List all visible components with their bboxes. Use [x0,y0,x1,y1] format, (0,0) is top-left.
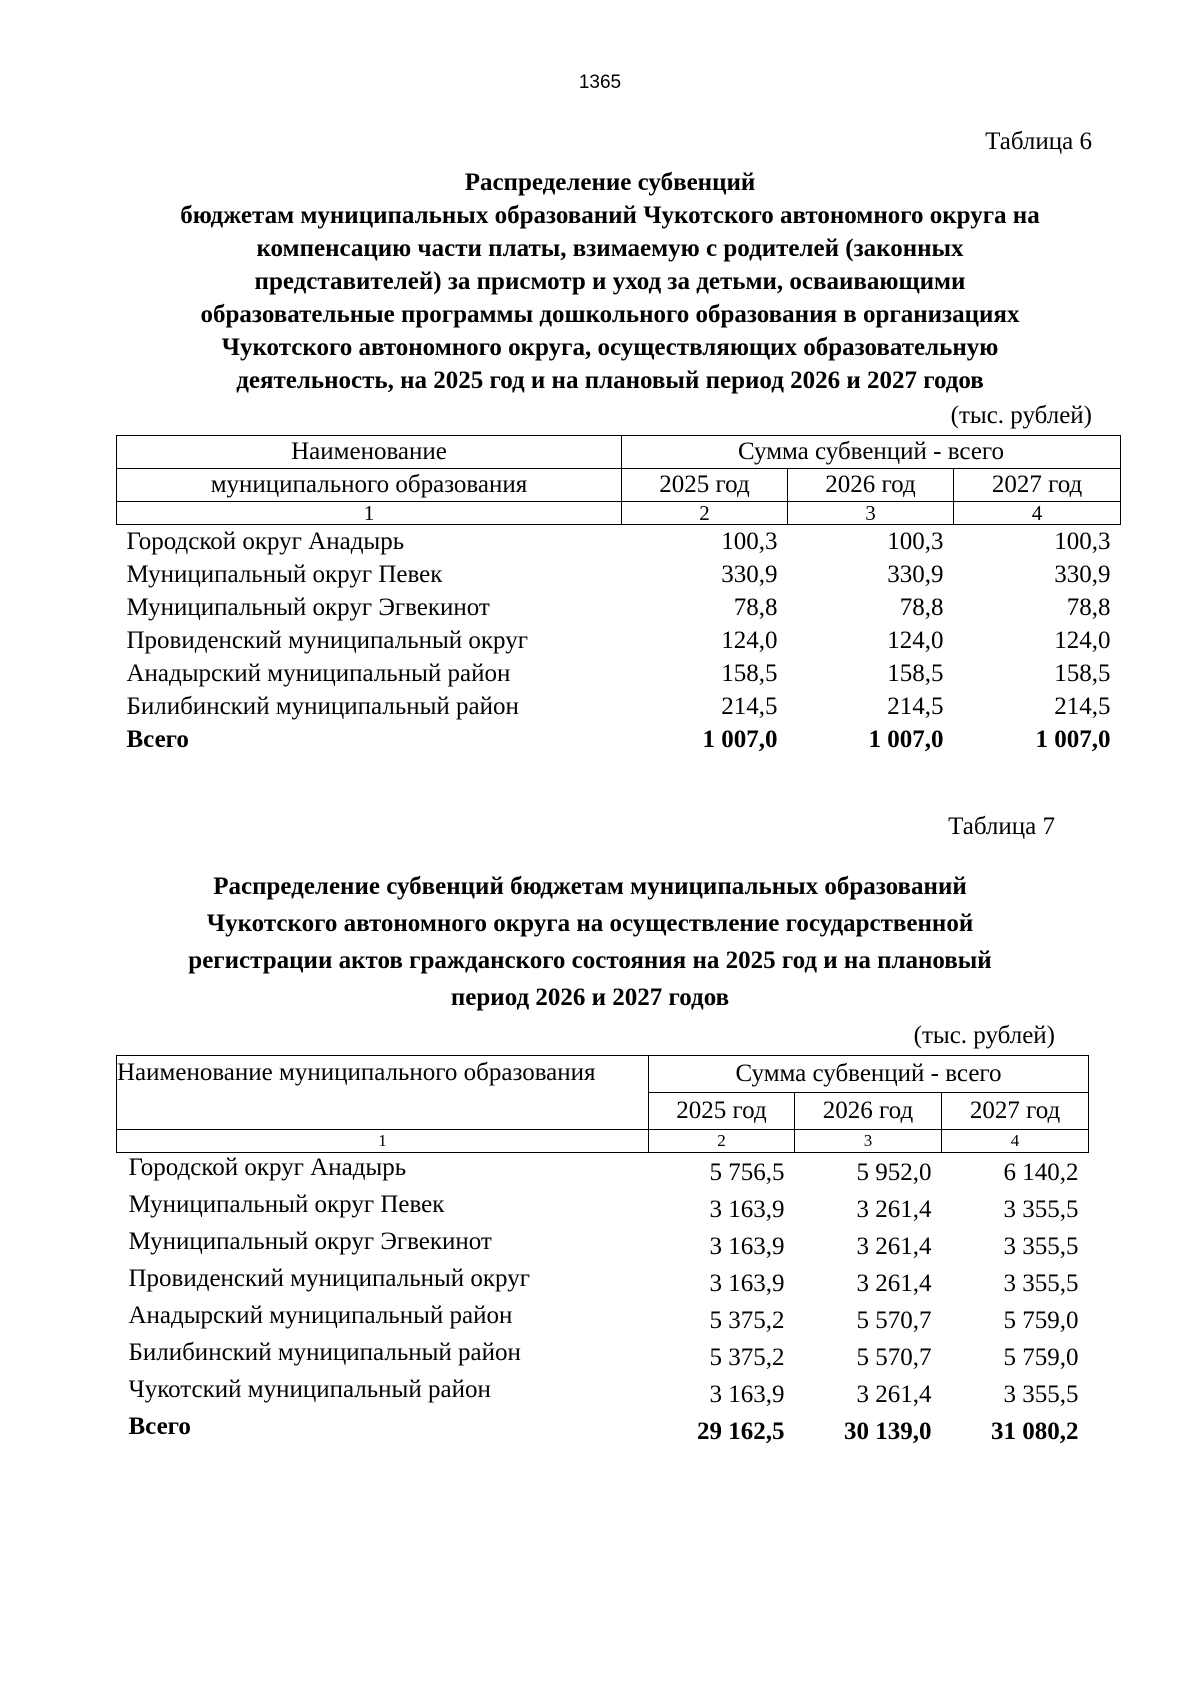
total-value: 31 080,2 [991,1418,1079,1445]
table6-title-line: Чукотского автономного округа, осуществляющих образовательную [221,334,999,361]
table6-title-line: образовательные программы дошкольного образования в организациях [200,301,1020,328]
row-value: 3 355,5 [1003,1270,1079,1297]
table7-title-line: регистрации актов гражданского состояния на 2025 год и на плановый [188,947,992,974]
table6-column-numbers [117,502,1121,525]
row-value: 214,5 [1054,693,1111,720]
table-row [117,690,1121,723]
table7-column-numbers [117,1130,1089,1153]
row-value: 330,9 [1054,561,1111,588]
table7-title-line: Чукотского автономного округа на осуществление государственной [206,910,974,937]
row-value: 100,3 [721,528,778,555]
table7-header-year: 2026 год [795,1093,942,1130]
table-row [117,624,1121,657]
row-value: 3 355,5 [1003,1381,1079,1408]
table6-title-line: представителей) за присмотр и уход за детьми, осваивающими [254,268,966,295]
total-value: 1 007,0 [702,726,778,753]
table6-total-row [117,723,1121,756]
row-value: 100,3 [887,528,944,555]
row-value: 78,8 [899,594,944,621]
table6-label: Таблица 6 [985,128,1092,155]
row-value: 100,3 [1054,528,1111,555]
total-label: Всего [126,726,189,753]
row-name: Анадырский муниципальный район [126,660,511,687]
row-value: 5 570,7 [856,1344,932,1371]
table7-title-line: Распределение субвенций бюджетам муниципальных образований [213,873,967,900]
row-value: 124,0 [887,627,944,654]
row-value: 214,5 [721,693,778,720]
table6-header-year: 2027 год [954,469,1121,502]
row-value: 78,8 [1066,594,1111,621]
table7-header-year: 2027 год [942,1093,1089,1130]
table6-title-line: компенсацию части платы, взимаемую с родителей (законных [256,235,964,262]
row-name: Билибинский муниципальный район [126,693,519,720]
row-name: Чукотский муниципальный район [128,1376,491,1403]
table-row [117,558,1121,591]
total-value: 29 162,5 [697,1418,785,1445]
row-value: 78,8 [733,594,778,621]
row-name: Билибинский муниципальный район [128,1339,521,1366]
row-value: 124,0 [1054,627,1111,654]
row-value: 3 355,5 [1003,1196,1079,1223]
column-number: 3 [795,1130,942,1153]
total-value: 1 007,0 [1035,726,1111,753]
table-row [117,1227,1089,1264]
row-value: 330,9 [721,561,778,588]
table7-label: Таблица 7 [948,813,1055,840]
row-name: Муниципальный округ Певек [128,1191,445,1218]
row-value: 158,5 [887,660,944,687]
row-value: 3 163,9 [709,1270,785,1297]
row-value: 3 261,4 [856,1233,932,1260]
table-row [117,1264,1089,1301]
row-value: 5 570,7 [856,1307,932,1334]
row-value: 5 759,0 [1003,1344,1079,1371]
table-row [117,591,1121,624]
table6-header-sum: Сумма субвенций - всего [622,436,1121,469]
row-value: 124,0 [721,627,778,654]
table6-header-year: 2026 год [788,469,954,502]
table6-title-line: бюджетам муниципальных образований Чукотского автономного округа на [180,202,1040,229]
row-value: 5 756,5 [709,1159,785,1186]
table-row [117,1375,1089,1412]
row-name: Муниципальный округ Эгвекинот [128,1228,492,1255]
table7-header-name: Наименование муниципального образования [117,1056,649,1130]
row-value: 3 163,9 [709,1233,785,1260]
table-row [117,657,1121,690]
table6-header-name-2: муниципального образования [117,469,622,502]
row-name: Провиденский муниципальный округ [128,1265,530,1292]
table6-title-line: Распределение субвенций [464,169,756,196]
table6-title-line: деятельность, на 2025 год и на плановый период 2026 и 2027 годов [236,367,984,394]
row-value: 3 261,4 [856,1381,932,1408]
table-row [117,1338,1089,1375]
total-value: 30 139,0 [844,1418,932,1445]
column-number: 3 [788,502,954,525]
column-number: 4 [954,502,1121,525]
table-row [117,1301,1089,1338]
column-number: 1 [117,1130,649,1153]
row-value: 5 375,2 [709,1344,785,1371]
row-value: 3 163,9 [709,1196,785,1223]
table7-header-sum: Сумма субвенций - всего [649,1056,1089,1093]
row-value: 5 952,0 [856,1159,932,1186]
row-name: Городской округ Анадырь [126,528,405,555]
table6-title [110,166,1110,397]
row-value: 5 375,2 [709,1307,785,1334]
table7-total-row [117,1412,1089,1449]
row-value: 5 759,0 [1003,1307,1079,1334]
table7-title [110,868,1070,1016]
table-row [117,1190,1089,1227]
row-value: 3 355,5 [1003,1233,1079,1260]
column-number: 4 [942,1130,1089,1153]
row-value: 214,5 [887,693,944,720]
table7-unit: (тыс. рублей) [913,1022,1055,1049]
row-value: 3 261,4 [856,1196,932,1223]
table-row [117,1153,1089,1191]
row-name: Городской округ Анадырь [128,1154,407,1181]
row-value: 6 140,2 [1003,1159,1079,1186]
column-number: 2 [622,502,788,525]
table6-header-name: Наименование [117,436,622,469]
row-name: Провиденский муниципальный округ [126,627,528,654]
table6-unit: (тыс. рублей) [950,402,1092,429]
table6-header-year: 2025 год [622,469,788,502]
table7-header-year: 2025 год [649,1093,795,1130]
row-value: 158,5 [721,660,778,687]
total-label: Всего [128,1413,191,1440]
total-value: 1 007,0 [868,726,944,753]
column-number: 2 [649,1130,795,1153]
row-name: Анадырский муниципальный район [128,1302,513,1329]
row-value: 330,9 [887,561,944,588]
row-name: Муниципальный округ Эгвекинот [126,594,490,621]
table7 [116,1055,1089,1449]
page-number: 1365 [578,72,622,93]
row-value: 3 261,4 [856,1270,932,1297]
table7-title-line: период 2026 и 2027 годов [450,984,730,1011]
row-value: 158,5 [1054,660,1111,687]
column-number: 1 [117,502,622,525]
table-row [117,525,1121,559]
table6 [116,435,1121,756]
row-name: Муниципальный округ Певек [126,561,443,588]
row-value: 3 163,9 [709,1381,785,1408]
